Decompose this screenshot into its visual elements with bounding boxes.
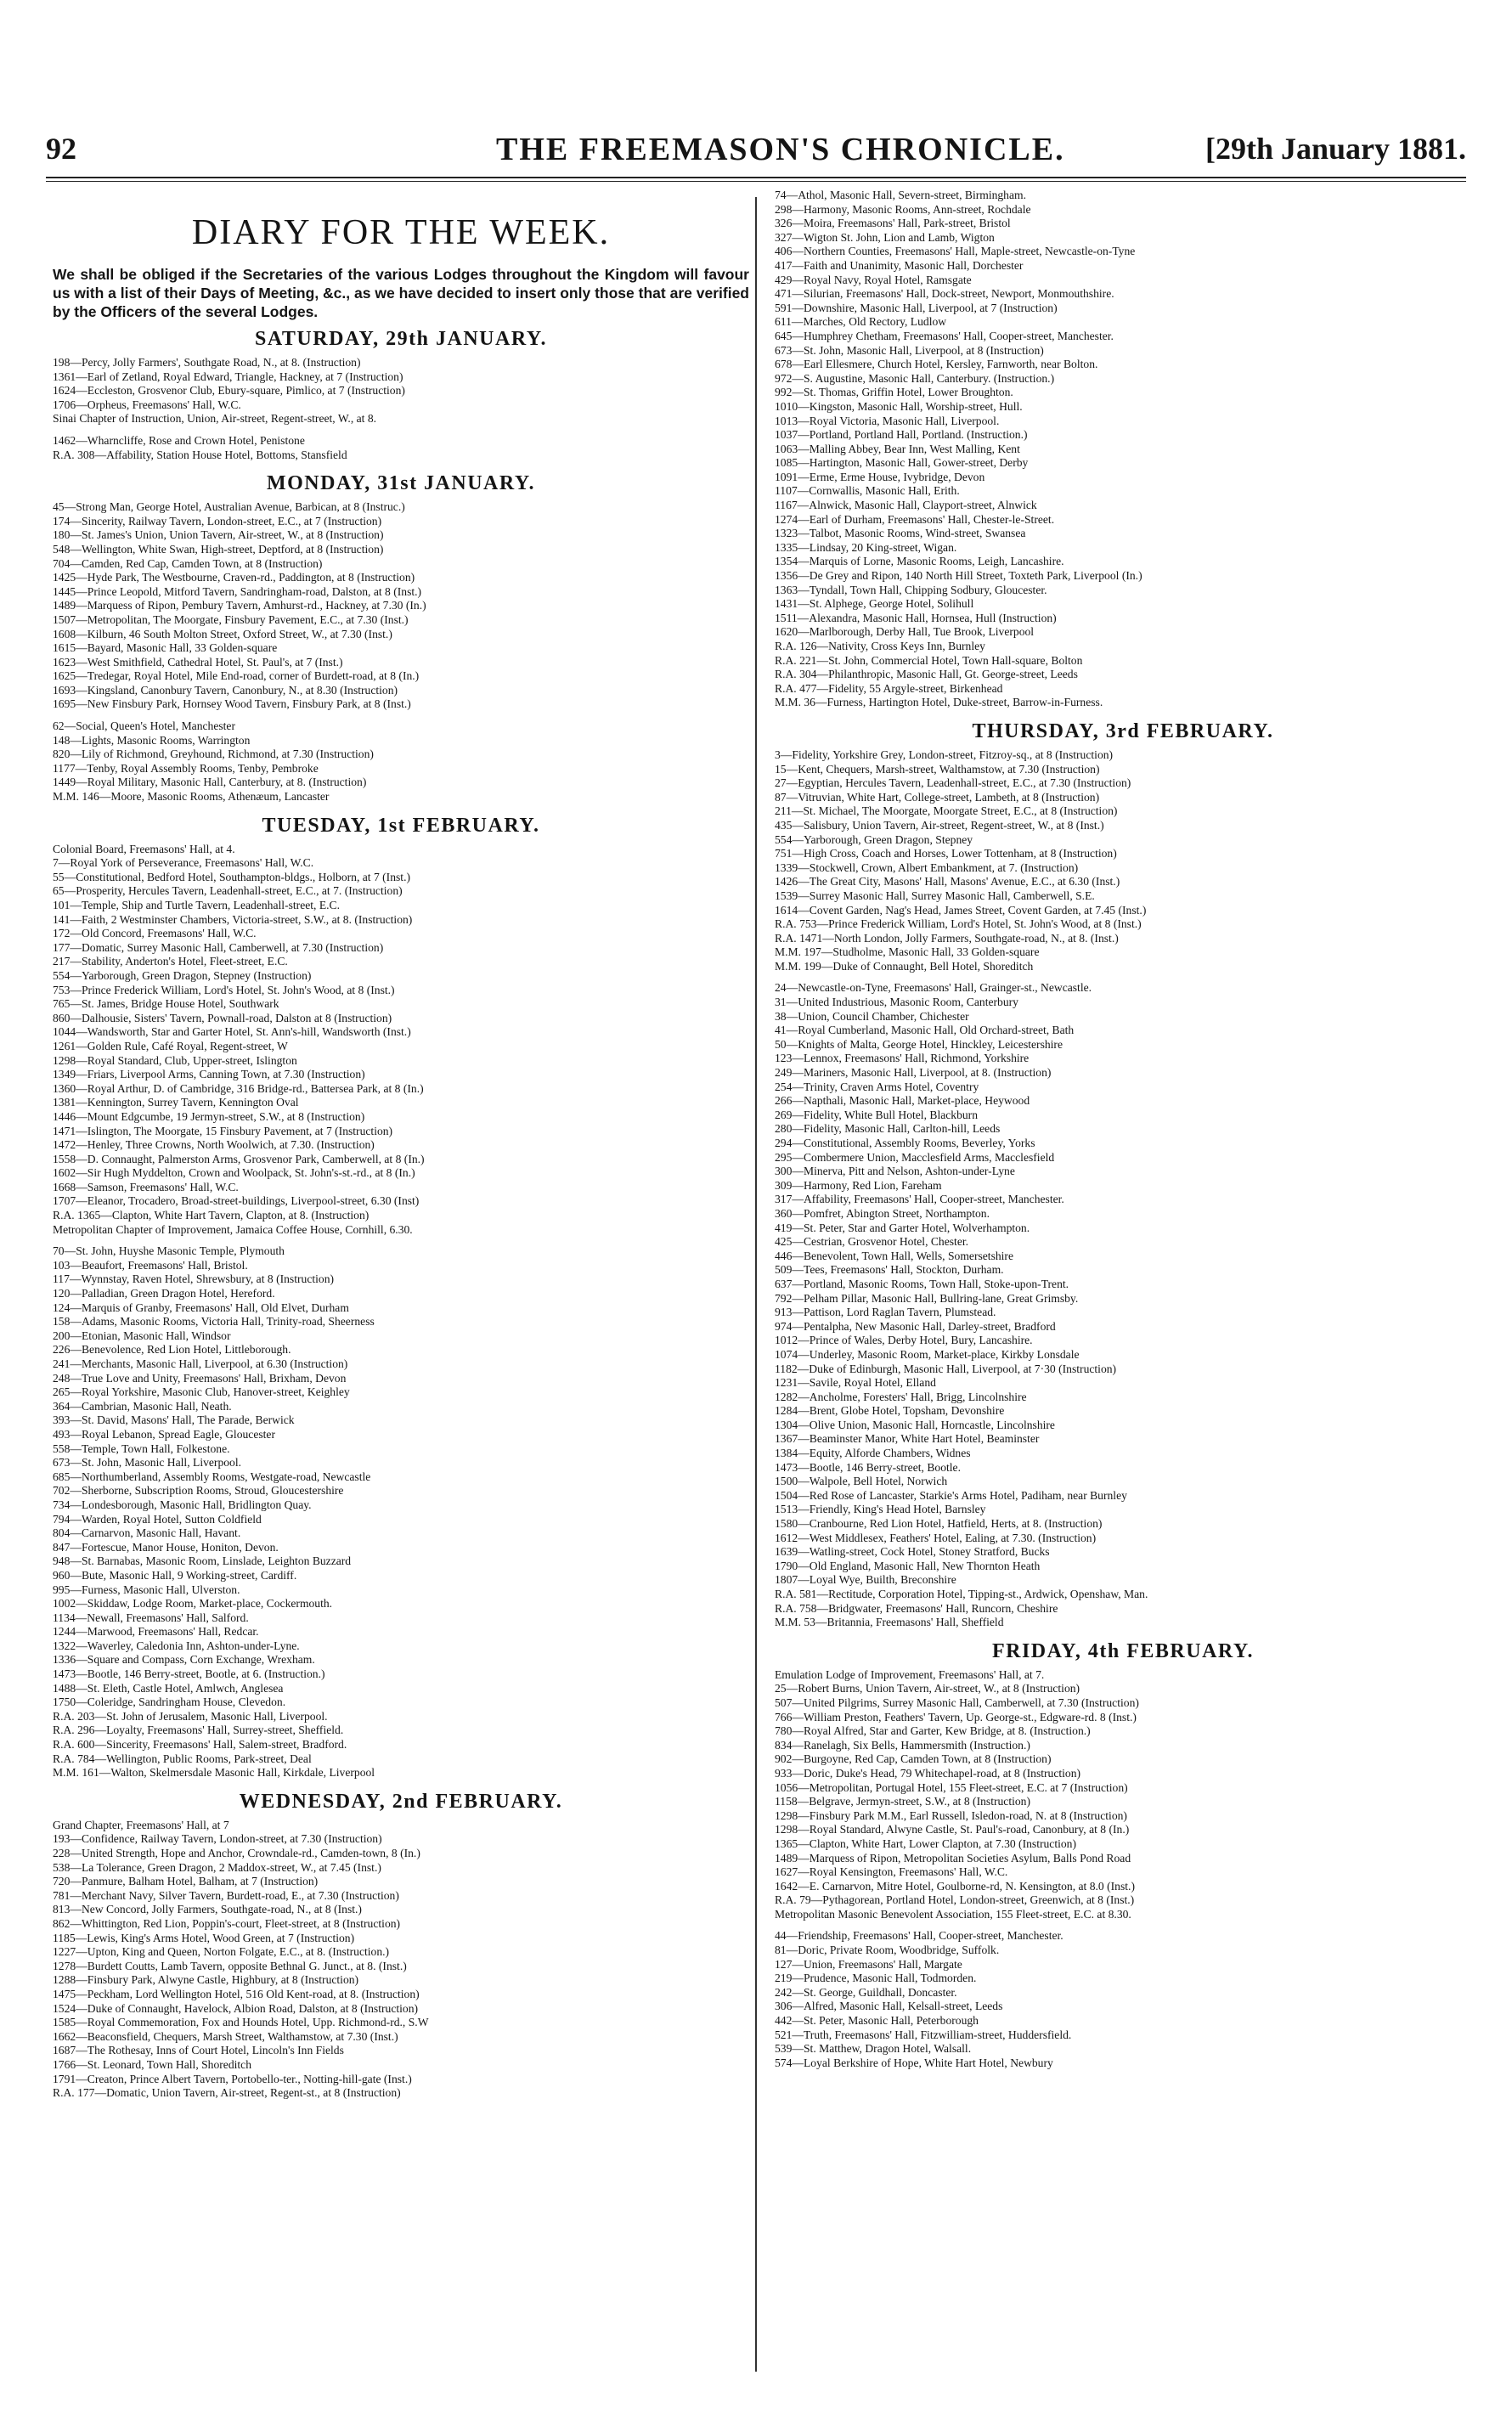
- lodge-listing: 685—Northumberland, Assembly Rooms, Westgate-road, Newcastle: [53, 1470, 371, 1483]
- lodge-listing: 1539—Surrey Masonic Hall, Surrey Masonic Hall, Camberwell, S.E.: [775, 889, 1095, 902]
- lodge-listing: 1620—Marlborough, Derby Hall, Tue Brook, Liverpool: [775, 625, 1035, 639]
- lodge-listing: 294—Constitutional, Assembly Rooms, Beverley, Yorks: [775, 1137, 1035, 1149]
- lodge-listing: 65—Prosperity, Hercules Tavern, Leadenhall-street, E.C., at 7. (Instruction): [53, 884, 403, 898]
- lodge-listing: 1462—Wharncliffe, Rose and Crown Hotel, Penistone: [53, 433, 305, 447]
- lodge-listing: 217—Stability, Anderton's Hotel, Fleet-street, E.C.: [53, 955, 288, 968]
- lodge-listing: 300—Minerva, Pitt and Nelson, Ashton-under-Lyne: [775, 1165, 1015, 1178]
- lodge-listing: 50—Knights of Malta, George Hotel, Hinckley, Leicestershire: [775, 1037, 1063, 1051]
- lodge-listing: 45—Strong Man, George Hotel, Australian Avenue, Barbican, at 8 (Instruc.): [53, 500, 405, 514]
- lodge-listing: 141—Faith, 2 Westminster Chambers, Victoria-street, S.W., at 8. (Instruction): [53, 912, 413, 926]
- lodge-listing: 1037—Portland, Portland Hall, Portland. (Instruction.): [775, 428, 1028, 442]
- lodge-listing: 180—St. James's Union, Union Tavern, Air-street, W., at 8 (Instruction): [53, 528, 384, 542]
- lodge-listing: R.A. 784—Wellington, Public Rooms, Park-street, Deal: [53, 1752, 312, 1765]
- lodge-listing: 1608—Kilburn, 46 South Molton Street, Oxford Street, W., at 7.30 (Inst.): [53, 627, 392, 640]
- lodge-listing: 1349—Friars, Liverpool Arms, Canning Town, at 7.30 (Instruction): [53, 1068, 365, 1081]
- lodge-listing: 960—Bute, Masonic Hall, 9 Working-street, Cardiff.: [53, 1568, 297, 1582]
- lodge-listing: 521—Truth, Freemasons' Hall, Fitzwilliam-street, Huddersfield.: [775, 2028, 1072, 2041]
- day-heading: SATURDAY, 29th JANUARY.: [255, 328, 547, 350]
- lodge-listing: 265—Royal Yorkshire, Masonic Club, Hanover-street, Keighley: [53, 1385, 350, 1399]
- lodge-listing: 1323—Talbot, Masonic Rooms, Wind-street, Swansea: [775, 527, 1026, 540]
- lodge-listing: 1431—St. Alphege, George Hotel, Solihull: [775, 597, 974, 611]
- lodge-listing: M.M. 161—Walton, Skelmersdale Masonic Hall, Kirkdale, Liverpool: [53, 1766, 375, 1780]
- lodge-listing: 1381—Kennington, Surrey Tavern, Kennington Oval: [53, 1096, 299, 1109]
- lodge-listing: 419—St. Peter, Star and Garter Hotel, Wolverhampton.: [775, 1221, 1030, 1234]
- lodge-listing: 1185—Lewis, King's Arms Hotel, Wood Green, at 7 (Instruction): [53, 1931, 355, 1944]
- lodge-listing: R.A. 1471—North London, Jolly Farmers, Southgate-road, N., at 8. (Inst.): [775, 931, 1119, 945]
- lodge-listing: 1158—Belgrave, Jermyn-street, S.W., at 8 (Instruction): [775, 1795, 1031, 1808]
- lodge-listing: 948—St. Barnabas, Masonic Room, Linslade, Leighton Buzzard: [53, 1554, 352, 1568]
- lodge-listing: 471—Silurian, Freemasons' Hall, Dock-street, Newport, Monmouthshire.: [775, 287, 1114, 301]
- lodge-listing: 254—Trinity, Craven Arms Hotel, Coventry: [775, 1080, 979, 1093]
- day-heading: FRIDAY, 4th FEBRUARY.: [991, 1639, 1255, 1662]
- lodge-listing: 591—Downshire, Masonic Hall, Liverpool, at 7 (Instruction): [775, 301, 1058, 314]
- page-number: 92: [46, 132, 76, 166]
- lodge-listing: 429—Royal Navy, Royal Hotel, Ramsgate: [775, 273, 972, 286]
- lodge-listing: 1107—Cornwallis, Masonic Hall, Erith.: [775, 484, 960, 498]
- lodge-listing: M.M. 197—Studholme, Masonic Hall, 33 Golden-square: [775, 945, 1040, 959]
- lodge-listing: 1085—Hartington, Masonic Hall, Gower-street, Derby: [775, 456, 1029, 470]
- lodge-listing: R.A. 203—St. John of Jerusalem, Masonic Hall, Liverpool.: [53, 1709, 328, 1723]
- lodge-listing: 766—William Preston, Feathers' Tavern, Up. George-st., Edgware-rd. 8 (Inst.): [775, 1710, 1137, 1724]
- lodge-listing: 27—Egyptian, Hercules Tavern, Leadenhall-street, E.C., at 7.30 (Instruction): [775, 776, 1131, 790]
- lodge-listing: 751—High Cross, Coach and Horses, Lower Tottenham, at 8 (Instruction): [775, 847, 1117, 860]
- lodge-listing: 1766—St. Leonard, Town Hall, Shoreditch: [53, 2057, 252, 2071]
- lodge-listing: 1063—Malling Abbey, Bear Inn, West Malling, Kent: [775, 442, 1020, 455]
- lodge-listing: 1339—Stockwell, Crown, Albert Embankment, at 7. (Instruction): [775, 860, 1079, 874]
- lodge-listing: 1354—Marquis of Lorne, Masonic Rooms, Leigh, Lancashire.: [775, 555, 1064, 568]
- lodge-listing: 1558—D. Connaught, Palmerston Arms, Grosvenor Park, Camberwell, at 8 (In.): [53, 1152, 425, 1165]
- lodge-listing: 1623—West Smithfield, Cathedral Hotel, St. Paul's, at 7 (Inst.): [53, 655, 343, 669]
- editorial-notice: We shall be obliged if the Secretaries of the various Lodges throughout the Kingdom will favour us with a list of their Days of Meeting, &c., as we have decided to insert only those that are verified by the Officers of the several Lodges.: [53, 266, 749, 320]
- right-lead-listings: [775, 189, 1471, 710]
- group-gap: [775, 973, 1471, 981]
- lodge-listing: 1274—Earl of Durham, Freemasons' Hall, Chester-le-Street.: [775, 512, 1055, 526]
- lodge-listing: 219—Prudence, Masonic Hall, Todmorden.: [775, 1972, 977, 1985]
- lodge-listing: 1367—Beaminster Manor, White Hart Hotel, Beaminster: [775, 1432, 1040, 1446]
- right-column: [775, 189, 1471, 2070]
- lodge-listing: 1134—Newall, Freemasons' Hall, Salford.: [53, 1611, 249, 1624]
- lodge-listing: 753—Prince Frederick William, Lord's Hotel, St. John's Wood, at 8 (Inst.): [53, 983, 395, 996]
- lodge-listing: 902—Burgoyne, Red Cap, Camden Town, at 8 (Instruction): [775, 1752, 1052, 1766]
- lodge-listing: 393—St. David, Masons' Hall, The Parade, Berwick: [53, 1413, 295, 1427]
- left-sections: [53, 328, 749, 2101]
- lodge-listing: 1627—Royal Kensington, Freemasons' Hall, W.C.: [775, 1865, 1008, 1879]
- lodge-listing: 31—United Industrious, Masonic Room, Canterbury: [775, 996, 1018, 1009]
- lodge-listing: 446—Benevolent, Town Hall, Wells, Somersetshire: [775, 1249, 1013, 1262]
- lodge-listing: 158—Adams, Masonic Rooms, Victoria Hall, Trinity-road, Sheerness: [53, 1315, 375, 1329]
- lodge-listing: 103—Beaufort, Freemasons' Hall, Bristol.: [53, 1258, 248, 1272]
- lodge-listing: 124—Marquis of Granby, Freemasons' Hall, Old Elvet, Durham: [53, 1300, 349, 1314]
- lodge-listing: 1177—Tenby, Royal Assembly Rooms, Tenby, Pembroke: [53, 761, 319, 775]
- lodge-listing: 1580—Cranbourne, Red Lion Hotel, Hatfield, Herts, at 8. (Instruction): [775, 1517, 1103, 1531]
- lodge-listing: 70—St. John, Huyshe Masonic Temple, Plymouth: [53, 1244, 285, 1258]
- lodge-listing: 306—Alfred, Masonic Hall, Kelsall-street, Leeds: [775, 2000, 1003, 2013]
- lodge-listing: 249—Mariners, Masonic Hall, Liverpool, at 8. (Instruction): [775, 1066, 1052, 1080]
- lodge-listing: 1473—Bootle, 146 Berry-street, Bootle, at 6. (Instruction.): [53, 1667, 325, 1681]
- lodge-listing: 120—Palladian, Green Dragon Hotel, Hereford.: [53, 1287, 275, 1300]
- lodge-listing: 74—Athol, Masonic Hall, Severn-street, Birmingham.: [775, 189, 1026, 201]
- lodge-listing: R.A. 177—Domatic, Union Tavern, Air-street, Regent-st., at 8 (Instruction): [53, 2086, 401, 2100]
- day-heading: TUESDAY, 1st FEBRUARY.: [262, 814, 540, 837]
- lodge-listing: 269—Fidelity, White Bull Hotel, Blackburn: [775, 1108, 978, 1121]
- lodge-listing: Metropolitan Masonic Benevolent Association, 155 Fleet-street, E.C. at 8.30.: [775, 1907, 1131, 1921]
- lodge-listing: 1002—Skiddaw, Lodge Room, Market-place, Cockermouth.: [53, 1597, 333, 1611]
- lodge-listing: 1278—Burdett Coutts, Lamb Tavern, opposite Bethnal G. Junct., at 8. (Inst.): [53, 1959, 407, 1972]
- lodge-listing: 193—Confidence, Railway Tavern, London-street, at 7.30 (Instruction): [53, 1832, 382, 1846]
- lodge-listing: 1167—Alnwick, Masonic Hall, Clayport-street, Alnwick: [775, 499, 1037, 512]
- group-gap: [53, 426, 749, 434]
- lodge-listing: R.A. 221—St. John, Commercial Hotel, Town Hall-square, Bolton: [775, 653, 1083, 667]
- lodge-listing: 1489—Marquess of Ripon, Metropolitan Societies Asylum, Balls Pond Road: [775, 1851, 1131, 1865]
- lodge-listing: 995—Furness, Masonic Hall, Ulverston.: [53, 1583, 240, 1596]
- lodge-listing: 637—Portland, Masonic Rooms, Town Hall, Stoke-upon-Trent.: [775, 1277, 1069, 1290]
- lodge-listing: 3—Fidelity, Yorkshire Grey, London-street, Fitzroy-sq., at 8 (Instruction): [775, 748, 1114, 761]
- lodge-listing: 101—Temple, Ship and Turtle Tavern, Leadenhall-street, E.C.: [53, 899, 340, 911]
- lodge-listing: 1284—Brent, Globe Hotel, Topsham, Devonshire: [775, 1404, 1005, 1418]
- lodge-listing: 1445—Prince Leopold, Mitford Tavern, Sandringham-road, Dalston, at 8 (Inst.): [53, 584, 422, 598]
- lodge-listing: 1504—Red Rose of Lancaster, Starkie's Arms Hotel, Padiham, near Burnley: [775, 1488, 1127, 1502]
- lodge-listing: 295—Combermere Union, Macclesfield Arms, Macclesfield: [775, 1150, 1055, 1164]
- right-sections: [775, 720, 1471, 2070]
- group-gap: [775, 1921, 1471, 1929]
- header-rule-thin: [46, 181, 1466, 182]
- lodge-listing: R.A. 1365—Clapton, White Hart Tavern, Clapton, at 8. (Instruction): [53, 1209, 370, 1222]
- lodge-listing: Emulation Lodge of Improvement, Freemasons' Hall, at 7.: [775, 1667, 1045, 1681]
- lodge-listing: 172—Old Concord, Freemasons' Hall, W.C.: [53, 927, 257, 940]
- lodge-listing: 360—Pomfret, Abington Street, Northampton.: [775, 1206, 990, 1220]
- lodge-listing: 25—Robert Burns, Union Tavern, Air-street, W., at 8 (Instruction): [775, 1682, 1080, 1695]
- lodge-listing: 780—Royal Alfred, Star and Garter, Kew Bridge, at 8. (Instruction.): [775, 1724, 1091, 1738]
- lodge-listing: 1322—Waverley, Caledonia Inn, Ashton-under-Lyne.: [53, 1639, 300, 1652]
- publication-title: THE FREEMASON'S CHRONICLE.: [496, 132, 1065, 167]
- lodge-listing: 15—Kent, Chequers, Marsh-street, Walthamstow, at 7.30 (Instruction): [775, 762, 1100, 776]
- lodge-listing: 1642—E. Carnarvon, Mitre Hotel, Goulborne-rd, N. Kensington, at 8.0 (Inst.): [775, 1879, 1135, 1893]
- lodge-listing: 1288—Finsbury Park, Alwyne Castle, Highbury, at 8 (Instruction): [53, 1973, 359, 1987]
- lodge-listing: 493—Royal Lebanon, Spread Eagle, Gloucester: [53, 1427, 275, 1441]
- lodge-listing: Metropolitan Chapter of Improvement, Jamaica Coffee House, Cornhill, 6.30.: [53, 1222, 413, 1236]
- lodge-listing: 1624—Eccleston, Grosvenor Club, Ebury-square, Pimlico, at 7 (Instruction): [53, 384, 405, 398]
- lodge-listing: M.M. 36—Furness, Hartington Hotel, Duke-street, Barrow-in-Furness.: [775, 696, 1103, 709]
- lodge-listing: 678—Earl Ellesmere, Church Hotel, Kersley, Farnworth, near Bolton.: [775, 358, 1098, 371]
- lodge-listing: 1074—Underley, Masonic Room, Market-place, Kirkby Lonsdale: [775, 1347, 1080, 1361]
- lodge-listing: 298—Harmony, Masonic Rooms, Ann-street, Rochdale: [775, 202, 1031, 216]
- lodge-listing: M.M. 199—Duke of Connaught, Bell Hotel, Shoreditch: [775, 959, 1034, 973]
- lodge-listing: 241—Merchants, Masonic Hall, Liverpool, at 6.30 (Instruction): [53, 1357, 348, 1370]
- day-heading: MONDAY, 31st JANUARY.: [266, 472, 536, 495]
- lodge-listing: 1489—Marquess of Ripon, Pembury Tavern, Amhurst-rd., Hackney, at 7.30 (In.): [53, 599, 426, 612]
- lodge-listing: 509—Tees, Freemasons' Hall, Stockton, Durham.: [775, 1263, 1004, 1277]
- lodge-listing: 425—Cestrian, Grosvenor Hotel, Chester.: [775, 1235, 969, 1249]
- lodge-listing: 280—Fidelity, Masonic Hall, Carlton-hill, Leeds: [775, 1122, 1001, 1136]
- lodge-listing: 1426—The Great City, Masons' Hall, Masons' Avenue, E.C., at 6.30 (Inst.): [775, 875, 1120, 889]
- lodge-listing: R.A. 79—Pythagorean, Portland Hotel, London-street, Greenwich, at 8 (Inst.): [775, 1893, 1135, 1907]
- lodge-listing: 734—Londesborough, Masonic Hall, Bridlington Quay.: [53, 1498, 312, 1511]
- diary-title: DIARY FOR THE WEEK.: [191, 213, 611, 252]
- lodge-listing: 507—United Pilgrims, Surrey Masonic Hall, Camberwell, at 7.30 (Instruction): [775, 1695, 1139, 1709]
- lodge-listing: 548—Wellington, White Swan, High-street, Deptford, at 8 (Instruction): [53, 542, 384, 556]
- lodge-listing: 554—Yarborough, Green Dragon, Stepney (Instruction): [53, 968, 312, 982]
- lodge-listing: Colonial Board, Freemasons' Hall, at 4.: [53, 842, 235, 855]
- lodge-listing: 266—Napthali, Masonic Hall, Market-place, Heywood: [775, 1094, 1030, 1108]
- lodge-listing: 1231—Savile, Royal Hotel, Elland: [775, 1376, 936, 1390]
- lodge-listing: 442—St. Peter, Masonic Hall, Peterborough: [775, 2014, 979, 2028]
- lodge-listing: 1363—Tyndall, Town Hall, Chipping Sodbury, Gloucester.: [775, 583, 1047, 596]
- lodge-listing: 1365—Clapton, White Hart, Lower Clapton, at 7.30 (Instruction): [775, 1836, 1077, 1850]
- left-column: [53, 189, 749, 2101]
- lodge-listing: 200—Etonian, Masonic Hall, Windsor: [53, 1329, 231, 1342]
- lodge-listing: 1335—Lindsay, 20 King-street, Wigan.: [775, 540, 957, 554]
- lodge-listing: 781—Merchant Navy, Silver Tavern, Burdett-road, E., at 7.30 (Instruction): [53, 1888, 399, 1902]
- lodge-listing: 1336—Square and Compass, Corn Exchange, Wrexham.: [53, 1653, 315, 1667]
- lodge-listing: 1614—Covent Garden, Nag's Head, James Street, Covent Garden, at 7.45 (Inst.): [775, 903, 1147, 917]
- lodge-listing: M.M. 146—Moore, Masonic Rooms, Athenæum, Lancaster: [53, 790, 330, 804]
- lodge-listing: 1472—Henley, Three Crowns, North Woolwich, at 7.30. (Instruction): [53, 1138, 375, 1152]
- lodge-listing: 1639—Watling-street, Cock Hotel, Stoney Stratford, Bucks: [775, 1545, 1050, 1559]
- lodge-listing: 1227—Upton, King and Queen, Norton Folgate, E.C., at 8. (Instruction.): [53, 1945, 390, 1959]
- lodge-listing: 1304—Olive Union, Masonic Hall, Horncastle, Lincolnshire: [775, 1418, 1055, 1431]
- lodge-listing: 1010—Kingston, Masonic Hall, Worship-street, Hull.: [775, 399, 1023, 413]
- lodge-listing: 1790—Old England, Masonic Hall, New Thornton Heath: [775, 1559, 1041, 1572]
- lodge-listing: 1507—Metropolitan, The Moorgate, Finsbury Pavement, E.C., at 7.30 (Inst.): [53, 612, 409, 626]
- day-heading: THURSDAY, 3rd FEBRUARY.: [972, 719, 1274, 742]
- lodge-listing: 574—Loyal Berkshire of Hope, White Hart Hotel, Newbury: [775, 2056, 1053, 2069]
- lodge-listing: 1244—Marwood, Freemasons' Hall, Redcar.: [53, 1625, 259, 1639]
- lodge-listing: 1356—De Grey and Ripon, 140 North Hill Street, Toxteth Park, Liverpool (In.): [775, 569, 1142, 583]
- lodge-listing: 1282—Ancholme, Foresters' Hall, Brigg, Lincolnshire: [775, 1390, 1027, 1403]
- lodge-listing: 1473—Bootle, 146 Berry-street, Bootle.: [775, 1460, 961, 1474]
- lodge-listing: 1446—Mount Edgcumbe, 19 Jermyn-street, S.W., at 8 (Instruction): [53, 1109, 365, 1123]
- lodge-listing: 611—Marches, Old Rectory, Ludlow: [775, 315, 947, 329]
- lodge-listing: 1750—Coleridge, Sandringham House, Clevedon.: [53, 1695, 286, 1709]
- lodge-listing: 38—Union, Council Chamber, Chichester: [775, 1009, 969, 1023]
- lodge-listing: 1687—The Rothesay, Inns of Court Hotel, Lincoln's Inn Fields: [53, 2044, 344, 2057]
- lodge-listing: 720—Panmure, Balham Hotel, Balham, at 7 (Instruction): [53, 1875, 319, 1888]
- lodge-listing: 148—Lights, Masonic Rooms, Warrington: [53, 733, 251, 747]
- day-heading: WEDNESDAY, 2nd FEBRUARY.: [239, 1790, 563, 1813]
- lodge-listing: 645—Humphrey Chetham, Freemasons' Hall, Cooper-street, Manchester.: [775, 329, 1114, 342]
- lodge-listing: 820—Lily of Richmond, Greyhound, Richmond, at 7.30 (Instruction): [53, 748, 374, 761]
- lodge-listing: 1182—Duke of Edinburgh, Masonic Hall, Liverpool, at 7·30 (Instruction): [775, 1362, 1117, 1375]
- lodge-listing: 406—Northern Counties, Freemasons' Hall, Maple-street, Newcastle-on-Tyne: [775, 245, 1136, 258]
- lodge-listing: R.A. 296—Loyalty, Freemasons' Hall, Surrey-street, Sheffield.: [53, 1724, 344, 1737]
- lodge-listing: 1012—Prince of Wales, Derby Hotel, Bury, Lancashire.: [775, 1334, 1033, 1347]
- lodge-listing: 860—Dalhousie, Sisters' Tavern, Pownall-road, Dalston at 8 (Instruction): [53, 1011, 392, 1024]
- lodge-listing: 1500—Walpole, Bell Hotel, Norwich: [775, 1475, 948, 1488]
- lodge-listing: 1524—Duke of Connaught, Havelock, Albion Road, Dalston, at 8 (Instruction): [53, 2001, 419, 2015]
- lodge-listing: 1361—Earl of Zetland, Royal Edward, Triangle, Hackney, at 7 (Instruction): [53, 370, 403, 383]
- lodge-listing: Sinai Chapter of Instruction, Union, Air-street, Regent-street, W., at 8.: [53, 412, 377, 426]
- lodge-listing: 972—S. Augustine, Masonic Hall, Canterbury. (Instruction.): [775, 371, 1055, 385]
- lodge-listing: 309—Harmony, Red Lion, Fareham: [775, 1178, 942, 1192]
- lodge-listing: 554—Yarborough, Green Dragon, Stepney: [775, 832, 973, 846]
- lodge-listing: R.A. 753—Prince Frederick William, Lord's Hotel, St. John's Wood, at 8 (Inst.): [775, 917, 1142, 931]
- lodge-listing: 228—United Strength, Hope and Anchor, Crowndale-rd., Camden-town, 8 (In.): [53, 1847, 420, 1859]
- lodge-listing: 41—Royal Cumberland, Masonic Hall, Old Orchard-street, Bath: [775, 1024, 1075, 1037]
- lodge-listing: 123—Lennox, Freemasons' Hall, Richmond, Yorkshire: [775, 1052, 1030, 1065]
- column-divider: [755, 197, 757, 2372]
- lodge-listing: 364—Cambrian, Masonic Hall, Neath.: [53, 1399, 232, 1413]
- lodge-listing: 1602—Sir Hugh Myddelton, Crown and Woolpack, St. John's-st.-rd., at 8 (In.): [53, 1166, 415, 1180]
- lodge-listing: 1298—Royal Standard, Alwyne Castle, St. Paul's-road, Canonbury, at 8 (In.): [775, 1823, 1130, 1836]
- lodge-listing: 1425—Hyde Park, The Westbourne, Craven-rd., Paddington, at 8 (Instruction): [53, 571, 415, 584]
- lodge-listing: 862—Whittington, Red Lion, Poppin's-court, Fleet-street, at 8 (Instruction): [53, 1916, 401, 1930]
- lodge-listing: 117—Wynnstay, Raven Hotel, Shrewsbury, at 8 (Instruction): [53, 1272, 335, 1286]
- lodge-listing: 1807—Loyal Wye, Builth, Breconshire: [775, 1573, 956, 1587]
- lodge-listing: 1488—St. Eleth, Castle Hotel, Amlwch, Anglesea: [53, 1681, 284, 1695]
- lodge-listing: 1693—Kingsland, Canonbury Tavern, Canonbury, N., at 8.30 (Instruction): [53, 683, 398, 697]
- lodge-listing: 1625—Tredegar, Royal Hotel, Mile End-road, corner of Burdett-road, at 8 (In.): [53, 669, 420, 683]
- lodge-listing: 127—Union, Freemasons' Hall, Margate: [775, 1957, 962, 1971]
- issue-date: [29th January 1881.: [1205, 132, 1466, 166]
- lodge-listing: 1360—Royal Arthur, D. of Cambridge, 316 Bridge-rd., Battersea Park, at 8 (In.): [53, 1081, 424, 1095]
- lodge-listing: 1668—Samson, Freemasons' Hall, W.C.: [53, 1180, 239, 1193]
- lodge-listing: 317—Affability, Freemasons' Hall, Cooper-street, Manchester.: [775, 1193, 1064, 1206]
- lodge-listing: 558—Temple, Town Hall, Folkestone.: [53, 1441, 230, 1455]
- lodge-listing: 1471—Islington, The Moorgate, 15 Finsbury Pavement, at 7 (Instruction): [53, 1124, 393, 1137]
- page-header: [46, 131, 1466, 182]
- lodge-listing: 765—St. James, Bridge House Hotel, Southwark: [53, 997, 279, 1011]
- lodge-listing: 974—Pentalpha, New Masonic Hall, Darley-street, Bradford: [775, 1319, 1056, 1333]
- lodge-listing: 794—Warden, Royal Hotel, Sutton Coldfield: [53, 1512, 262, 1526]
- lodge-listing: M.M. 53—Britannia, Freemasons' Hall, Sheffield: [775, 1616, 1004, 1629]
- lodge-listing: 847—Fortescue, Manor House, Honiton, Devon.: [53, 1540, 279, 1554]
- lodge-listing: 24—Newcastle-on-Tyne, Freemasons' Hall, Grainger-st., Newcastle.: [775, 981, 1092, 995]
- lodge-listing: R.A. 581—Rectitude, Corporation Hotel, Tipping-st., Ardwick, Openshaw, Man.: [775, 1588, 1148, 1600]
- lodge-listing: 1261—Golden Rule, Café Royal, Regent-street, W: [53, 1039, 288, 1052]
- lodge-listing: 198—Percy, Jolly Farmers', Southgate Road, N., at 8. (Instruction): [53, 356, 361, 369]
- lodge-listing: 174—Sincerity, Railway Tavern, London-street, E.C., at 7 (Instruction): [53, 514, 382, 528]
- lodge-listing: 913—Pattison, Lord Raglan Tavern, Plumstead.: [775, 1306, 996, 1319]
- lodge-listing: R.A. 477—Fidelity, 55 Argyle-street, Birkenhead: [775, 681, 1003, 695]
- lodge-listing: 7—Royal York of Perseverance, Freemasons' Hall, W.C.: [53, 856, 314, 870]
- lodge-listing: 177—Domatic, Surrey Masonic Hall, Camberwell, at 7.30 (Instruction): [53, 940, 384, 954]
- lodge-listing: 248—True Love and Unity, Freemasons' Hall, Brixham, Devon: [53, 1371, 347, 1385]
- header-rule: [46, 177, 1466, 178]
- lodge-listing: 1044—Wandsworth, Star and Garter Hotel, St. Ann's-hill, Wandsworth (Inst.): [53, 1025, 411, 1039]
- lodge-listing: 1513—Friendly, King's Head Hotel, Barnsley: [775, 1503, 986, 1516]
- lodge-listing: 1056—Metropolitan, Portugal Hotel, 155 Fleet-street, E.C. at 7 (Instruction): [775, 1780, 1128, 1794]
- lodge-listing: 44—Friendship, Freemasons' Hall, Cooper-street, Manchester.: [775, 1929, 1063, 1943]
- lodge-listing: 1706—Orpheus, Freemasons' Hall, W.C.: [53, 398, 241, 411]
- lodge-listing: 1615—Bayard, Masonic Hall, 33 Golden-square: [53, 641, 278, 655]
- lodge-listing: 1091—Erme, Erme House, Ivybridge, Devon: [775, 470, 985, 483]
- lodge-listing: 673—St. John, Masonic Hall, Liverpool, at 8 (Instruction): [775, 343, 1044, 357]
- lodge-listing: 704—Camden, Red Cap, Camden Town, at 8 (Instruction): [53, 556, 323, 570]
- lodge-listing: R.A. 308—Affability, Station House Hotel, Bottoms, Stansfield: [53, 448, 347, 461]
- lodge-listing: Grand Chapter, Freemasons' Hall, at 7: [53, 1818, 229, 1831]
- lodge-listing: 813—New Concord, Jolly Farmers, Southgate-road, N., at 8 (Inst.): [53, 1903, 362, 1916]
- lodge-listing: 792—Pelham Pillar, Masonic Hall, Bullring-lane, Great Grimsby.: [775, 1291, 1079, 1305]
- group-gap: [53, 712, 749, 719]
- lodge-listing: R.A. 304—Philanthropic, Masonic Hall, Gt. George-street, Leeds: [775, 668, 1078, 681]
- lodge-listing: 834—Ranelagh, Six Bells, Hammersmith (Instruction.): [775, 1738, 1030, 1752]
- lodge-listing: 435—Salisbury, Union Tavern, Air-street, Regent-street, W., at 8 (Inst.): [775, 818, 1104, 832]
- lodge-listing: 1585—Royal Commemoration, Fox and Hounds Hotel, Upp. Richmond-rd., S.W: [53, 2016, 429, 2029]
- lodge-listing: 327—Wigton St. John, Lion and Lamb, Wigton: [775, 230, 995, 244]
- lodge-listing: R.A. 758—Bridgwater, Freemasons' Hall, Runcorn, Cheshire: [775, 1601, 1058, 1615]
- lodge-listing: 81—Doric, Private Room, Woodbridge, Suffolk.: [775, 1944, 1000, 1957]
- lodge-listing: 804—Carnarvon, Masonic Hall, Havant.: [53, 1526, 241, 1540]
- lodge-listing: 1695—New Finsbury Park, Hornsey Wood Tavern, Finsbury Park, at 8 (Inst.): [53, 697, 411, 711]
- lodge-listing: 702—Sherborne, Subscription Rooms, Stroud, Gloucestershire: [53, 1484, 344, 1498]
- lodge-listing: 1449—Royal Military, Masonic Hall, Canterbury, at 8. (Instruction): [53, 776, 367, 789]
- lodge-listing: 1298—Royal Standard, Club, Upper-street, Islington: [53, 1053, 297, 1067]
- lodge-listing: 1298—Finsbury Park M.M., Earl Russell, Isledon-road, N. at 8 (Instruction): [775, 1808, 1127, 1822]
- lodge-listing: 992—St. Thomas, Griffin Hotel, Lower Broughton.: [775, 386, 1013, 399]
- lodge-listing: 1475—Peckham, Lord Wellington Hotel, 516 Old Kent-road, at 8. (Instruction): [53, 1987, 420, 2000]
- lodge-listing: 1707—Eleanor, Trocadero, Broad-street-buildings, Liverpool-street, 6.30 (Inst): [53, 1194, 420, 1208]
- lodge-listing: 1384—Equity, Alforde Chambers, Widnes: [775, 1447, 971, 1460]
- group-gap: [53, 1237, 749, 1244]
- lodge-listing: 211—St. Michael, The Moorgate, Moorgate Street, E.C., at 8 (Instruction): [775, 804, 1118, 818]
- lodge-listing: 1612—West Middlesex, Feathers' Hotel, Ealing, at 7.30. (Instruction): [775, 1531, 1097, 1544]
- lodge-listing: 1662—Beaconsfield, Chequers, Marsh Street, Walthamstow, at 7.30 (Inst.): [53, 2029, 398, 2043]
- lodge-listing: 417—Faith and Unanimity, Masonic Hall, Dorchester: [775, 258, 1024, 272]
- lodge-listing: 242—St. George, Guildhall, Doncaster.: [775, 1985, 957, 1999]
- lodge-listing: 62—Social, Queen's Hotel, Manchester: [53, 719, 235, 733]
- lodge-listing: R.A. 126—Nativity, Cross Keys Inn, Burnley: [775, 640, 985, 652]
- lodge-listing: 326—Moira, Freemasons' Hall, Park-street, Bristol: [775, 217, 1011, 230]
- lodge-listing: 55—Constitutional, Bedford Hotel, Southampton-bldgs., Holborn, at 7 (Inst.): [53, 870, 410, 883]
- lodge-listing: 1791—Creaton, Prince Albert Tavern, Portobello-ter., Notting-hill-gate (Inst.): [53, 2072, 412, 2085]
- lodge-listing: 87—Vitruvian, White Hart, College-street, Lambeth, at 8 (Instruction): [775, 790, 1100, 804]
- lodge-listing: 933—Doric, Duke's Head, 79 Whitechapel-road, at 8 (Instruction): [775, 1766, 1081, 1780]
- lodge-listing: 1013—Royal Victoria, Masonic Hall, Liverpool.: [775, 414, 1000, 427]
- lodge-listing: 539—St. Matthew, Dragon Hotel, Walsall.: [775, 2042, 972, 2056]
- lodge-listing: R.A. 600—Sincerity, Freemasons' Hall, Salem-street, Bradford.: [53, 1738, 347, 1752]
- lodge-listing: 1511—Alexandra, Masonic Hall, Hornsea, Hull (Instruction): [775, 611, 1057, 624]
- lodge-listing: 538—La Tolerance, Green Dragon, 2 Maddox-street, W., at 7.45 (Inst.): [53, 1860, 381, 1874]
- lodge-listing: 673—St. John, Masonic Hall, Liverpool.: [53, 1456, 242, 1470]
- lodge-listing: 226—Benevolence, Red Lion Hotel, Littleborough.: [53, 1343, 291, 1357]
